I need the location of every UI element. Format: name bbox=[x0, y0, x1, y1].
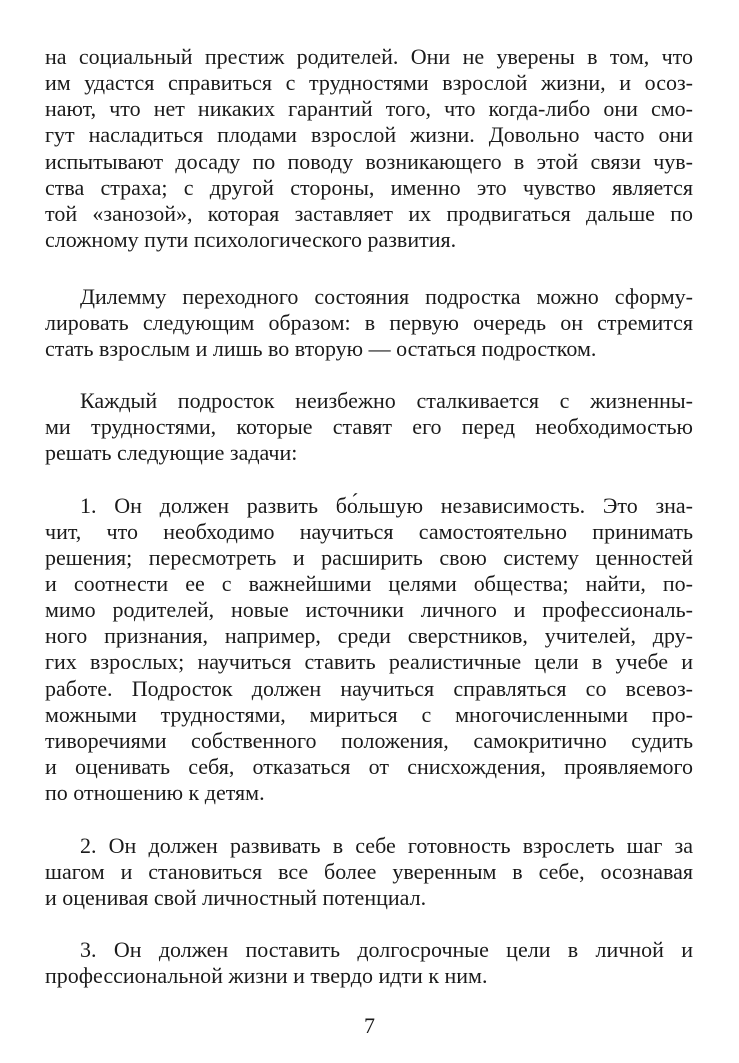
item-2-line-2: шагом и становиться все более уверенным в себе, осознавая bbox=[45, 859, 693, 884]
paragraph-1-line-6: ства страха; с другой стороны, именно это чувство является bbox=[45, 175, 693, 200]
paragraph-2-line-2: лировать следующим образом: в первую очередь он стремится bbox=[45, 310, 693, 335]
paragraph-1-line-3: нают, что нет никаких гарантий того, что когда-либо они смо- bbox=[45, 96, 693, 121]
item-1-line-4: и соотнести ее с важнейшими целями общества; найти, по- bbox=[45, 571, 693, 596]
item-2-line-3: и оценивая свой личностный потенциал. bbox=[45, 885, 427, 910]
page-number: 7 bbox=[364, 1013, 375, 1038]
item-1-line-6: ного признания, например, среди сверстников, учителей, дру- bbox=[45, 623, 693, 648]
paragraph-3-line-3: решать следующие задачи: bbox=[45, 440, 298, 465]
item-1-line-11: и оценивать себя, отказаться от снисхождения, проявляемого bbox=[45, 754, 693, 779]
item-2-line-1: 2. Он должен развивать в себе готовность взрослеть шаг за bbox=[80, 833, 693, 858]
paragraph-1-line-4: гут насладиться плодами взрослой жизни. Довольно часто они bbox=[45, 122, 693, 147]
item-1-line-1: 1. Он должен развить бо́льшую независимость. Это зна- bbox=[80, 493, 693, 518]
item-1-line-9: можными трудностями, мириться с многочисленными про- bbox=[45, 702, 693, 727]
paragraph-1-line-2: им удастся справиться с трудностями взрослой жизни, и осоз- bbox=[45, 70, 693, 95]
item-1-line-12: по отношению к детям. bbox=[45, 780, 265, 805]
item-1-line-3: решения; пересмотреть и расширить свою систему ценностей bbox=[45, 545, 693, 570]
paragraph-1-line-5: испытывают досаду по поводу возникающего в этой связи чув- bbox=[45, 149, 693, 174]
paragraph-1-line-8: сложному пути психологического развития. bbox=[45, 227, 457, 252]
item-1-line-2: чит, что необходимо научиться самостоятельно принимать bbox=[45, 519, 693, 544]
paragraph-1-line-1: на социальный престиж родителей. Они не уверены в том, что bbox=[45, 44, 693, 69]
paragraph-1-line-7: той «занозой», которая заставляет их продвигаться дальше по bbox=[45, 201, 693, 226]
item-1-line-10: тиворечиями собственного положения, самокритично судить bbox=[45, 728, 693, 753]
paragraph-3-line-1: Каждый подросток неизбежно сталкивается с жизненны- bbox=[80, 388, 693, 413]
item-1-line-7: гих взрослых; научиться ставить реалистичные цели в учебе и bbox=[45, 649, 693, 674]
paragraph-3-line-2: ми трудностями, которые ставят его перед необходимостью bbox=[45, 414, 693, 439]
paragraph-2-line-3: стать взрослым и лишь во вторую — остаться подростком. bbox=[45, 336, 597, 361]
item-1-line-8: работе. Подросток должен научиться справляться со всевоз- bbox=[45, 676, 693, 701]
item-3-line-2: профессиональной жизни и твердо идти к ним. bbox=[45, 963, 488, 988]
item-3-line-1: 3. Он должен поставить долгосрочные цели в личной и bbox=[80, 937, 693, 962]
item-1-line-5: мимо родителей, новые источники личного и профессиональ- bbox=[45, 597, 693, 622]
paragraph-2-line-1: Дилемму переходного состояния подростка можно сформу- bbox=[80, 284, 693, 309]
